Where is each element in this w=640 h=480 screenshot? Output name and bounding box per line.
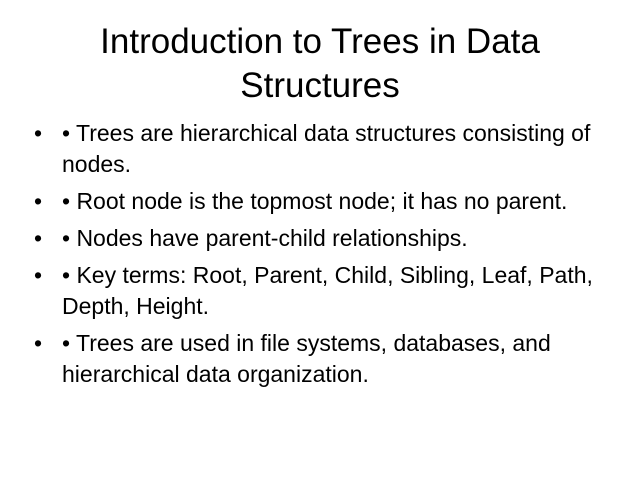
bullet-marker-icon: • xyxy=(34,188,43,214)
bullet-marker-icon: • xyxy=(34,262,43,288)
bullet-text: • Nodes have parent-child relationships. xyxy=(62,225,468,251)
bullet-item xyxy=(34,223,606,254)
bullet-marker-icon: • xyxy=(34,225,43,251)
bullet-text: • Trees are hierarchical data structures consisting of nodes. xyxy=(62,120,591,177)
bullet-item xyxy=(34,260,606,322)
bullet-list xyxy=(34,118,606,396)
bullet-item xyxy=(34,328,606,390)
bullet-marker-icon: • xyxy=(34,330,43,356)
bullet-marker-icon: • xyxy=(34,120,43,146)
bullet-text: • Key terms: Root, Parent, Child, Sibling, Leaf, Path, Depth, Height. xyxy=(62,262,593,319)
bullet-item xyxy=(34,186,606,217)
bullet-item xyxy=(34,118,606,180)
bullet-text: • Root node is the topmost node; it has no parent. xyxy=(62,188,568,214)
bullet-text: • Trees are used in file systems, databases, and hierarchical data organization. xyxy=(62,330,551,387)
slide-title: Introduction to Trees in Data Structures xyxy=(100,22,540,105)
